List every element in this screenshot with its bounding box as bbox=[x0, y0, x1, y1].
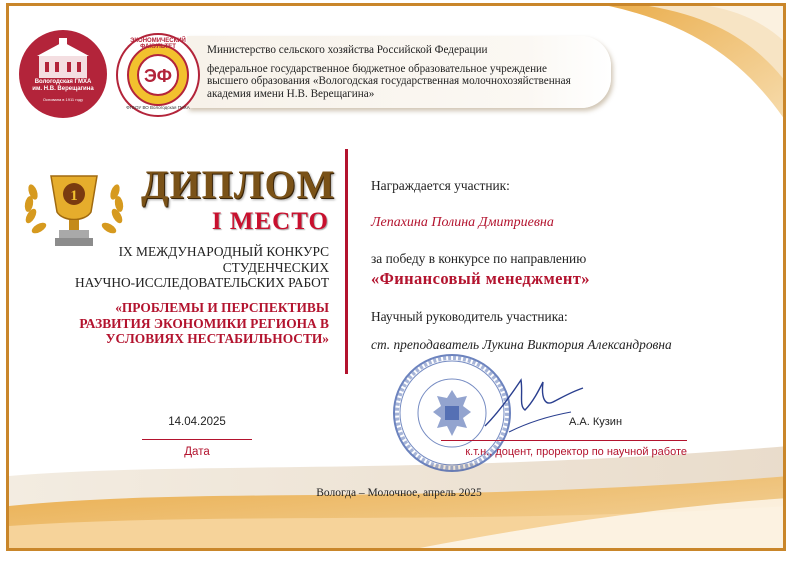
direction-name: «Финансовый менеджмент» bbox=[371, 269, 590, 288]
theme-line: УСЛОВИЯХ НЕСТАБИЛЬНОСТИ» bbox=[105, 331, 329, 347]
contest-line: СТУДЕНЧЕСКИХ bbox=[222, 259, 329, 275]
contest-name bbox=[29, 244, 329, 291]
academy-name-line: им. Н.В. Верещагина bbox=[32, 86, 94, 92]
diploma-title: ДИПЛОМ bbox=[141, 162, 336, 207]
supervisor-name: ст. преподаватель Лукина Виктория Александровна bbox=[371, 337, 672, 352]
contest-line: НАУЧНО-ИССЛЕДОВАТЕЛЬСКИХ РАБОТ bbox=[74, 275, 329, 291]
issue-date: 14.04.2025 bbox=[168, 416, 226, 428]
medal-number: 1 bbox=[70, 188, 78, 204]
date-underline bbox=[142, 439, 252, 440]
place-date: Вологда – Молочное, апрель 2025 bbox=[316, 487, 482, 499]
faculty-top-text: ЭКОНОМИЧЕСКИЙ ФАКУЛЬТЕТ bbox=[130, 38, 186, 50]
academy-name-line: Вологодская ГМХА bbox=[34, 79, 92, 85]
faculty-logo bbox=[115, 32, 201, 118]
direction-intro: за победу в конкурсе по направлению bbox=[371, 251, 587, 266]
signature-icon bbox=[479, 372, 589, 444]
trophy-laurel-icon bbox=[19, 166, 129, 256]
faculty-bottom-text: ФГБОУ ВО Вологодская ГМХА bbox=[126, 105, 190, 110]
awarded-label: Награждается участник: bbox=[371, 178, 510, 193]
signer-role: к.т.н., доцент, проректор по научной работе bbox=[465, 446, 687, 458]
contest-theme bbox=[29, 300, 329, 347]
header-text bbox=[207, 44, 627, 100]
academy-logo bbox=[19, 30, 107, 118]
date-caption: Дата bbox=[184, 446, 210, 458]
participant-name: Лепахина Полина Дмитриевна bbox=[371, 215, 554, 230]
institution-line: федеральное государственное бюджетное образовательное учреждение bbox=[207, 62, 548, 75]
academy-building-icon bbox=[19, 34, 107, 84]
ministry-name: Министерство сельского хозяйства Российской Федерации bbox=[207, 44, 488, 56]
institution-line: высшего образования «Вологодская государственная молочнохозяйственная bbox=[207, 75, 571, 88]
academy-founded: Основана в 1911 году bbox=[42, 97, 84, 102]
contest-line: IX МЕЖДУНАРОДНЫЙ КОНКУРС bbox=[118, 244, 329, 259]
academy-name bbox=[19, 79, 107, 93]
signer-name: А.А. Кузин bbox=[569, 416, 623, 428]
diploma-frame bbox=[6, 3, 786, 551]
institution-line: академия имени Н.В. Верещагина» bbox=[207, 87, 375, 100]
theme-line: «ПРОБЛЕМЫ И ПЕРСПЕКТИВЫ bbox=[115, 300, 329, 315]
supervisor-label: Научный руководитель участника: bbox=[371, 309, 568, 324]
faculty-emblem-text: ЭФ bbox=[144, 66, 172, 86]
vertical-divider bbox=[345, 149, 348, 374]
signature-underline bbox=[441, 440, 687, 441]
theme-line: РАЗВИТИЯ ЭКОНОМИКИ РЕГИОНА В bbox=[79, 315, 329, 331]
place-label: I МЕСТО bbox=[211, 208, 329, 235]
